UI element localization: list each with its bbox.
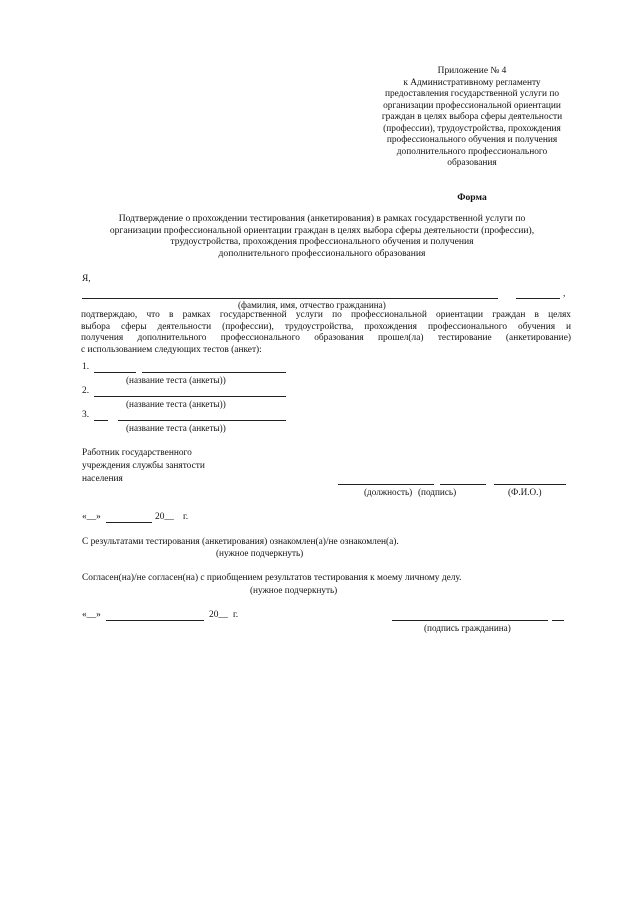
test-caption: (название теста (анкеты)) [126, 375, 226, 385]
consent-text: Согласен(на)/не согласен(на) с приобщением результатов тестирования к моему личному делу. [82, 573, 462, 583]
test-3-field-b[interactable] [118, 420, 286, 421]
citizen-signature-field[interactable] [392, 620, 548, 621]
appendix-line: профессионального обучения и получения [386, 135, 558, 145]
name-caption: (фамилия, имя, отчество гражданина) [238, 300, 386, 310]
worker-fio-field[interactable] [494, 484, 566, 485]
appendix-line: предоставления государственной услуги по [384, 89, 560, 99]
confirmation-paragraph [81, 310, 571, 356]
date-g: г. [233, 610, 239, 620]
paragraph-line: получения дополнительного профессионального образования прошел(ла) тестирование (анкетирование) [81, 333, 571, 344]
date-year: 20__ [209, 610, 228, 620]
paragraph-line: выбора сферы деятельности (профессии), трудоустройства, прохождения профессионального обучения и [81, 321, 571, 332]
appendix-line: к Административному регламенту [403, 77, 541, 88]
worker-line: населения [82, 474, 123, 484]
test-1-field-a[interactable] [94, 372, 136, 373]
date-day: «__» [82, 512, 101, 522]
worker-fio-caption: (Ф.И.О.) [508, 487, 542, 497]
paragraph-line: подтверждаю, что в рамках государственной услуги по профессиональной ориентации граждан в целях [81, 310, 571, 320]
test-2-field[interactable] [94, 396, 286, 397]
heading-line: организации профессиональной ориентации граждан в целях выбора сферы деятельности (профессии), [109, 224, 535, 236]
date-g: г. [183, 512, 189, 522]
heading-line: трудоустройства, прохождения профессионального обучения и получения [170, 236, 474, 247]
test-1-field-b[interactable] [142, 372, 286, 373]
paragraph-line: с использованием следующих тестов (анкет): [81, 344, 262, 355]
position-field[interactable] [338, 484, 434, 485]
form-label: Форма [457, 192, 487, 203]
appendix-line: организации профессиональной ориентации [383, 100, 561, 111]
date-month-field[interactable] [106, 620, 204, 621]
name-comma: , [563, 289, 566, 299]
appendix-line: (профессии), трудоустройства, прохождения [383, 123, 561, 134]
results-note: (нужное подчеркнуть) [216, 548, 304, 558]
appendix-block [360, 66, 584, 170]
consent-note: (нужное подчеркнуть) [250, 585, 338, 595]
date-month-field[interactable] [106, 522, 152, 523]
position-caption: (должность) [364, 487, 413, 497]
worker-signature-caption: (подпись) [418, 487, 457, 497]
appendix-line: дополнительного профессионального [396, 146, 548, 157]
worker-line: Работник государственного [82, 448, 192, 458]
date-day: «__» [82, 610, 101, 620]
test-number: 2. [82, 386, 90, 396]
heading-line: Подтверждение о прохождении тестирования (анкетирования) в рамках государственной услуги по [118, 213, 526, 224]
worker-line: учреждения службы занятости [82, 461, 205, 471]
test-number: 3. [82, 410, 90, 420]
test-3-field-a[interactable] [94, 420, 108, 421]
appendix-line: образования [447, 158, 497, 168]
appendix-line: Приложение № 4 [437, 66, 507, 76]
ya-label: Я, [82, 274, 91, 284]
name-field[interactable] [82, 298, 498, 299]
citizen-signature-caption: (подпись гражданина) [424, 623, 511, 633]
heading-line: дополнительного профессионального образования [218, 247, 426, 259]
worker-signature-field[interactable] [440, 484, 486, 485]
citizen-signature-field-extra[interactable] [552, 620, 564, 621]
test-caption: (название теста (анкеты)) [126, 399, 226, 409]
appendix-line: граждан в целях выбора сферы деятельности [381, 112, 563, 122]
test-number: 1. [82, 362, 90, 372]
name-field-extra[interactable] [516, 298, 560, 299]
test-caption: (название теста (анкеты)) [126, 423, 226, 433]
results-text: С результатами тестирования (анкетирования) ознакомлен(а)/не ознакомлен(а). [82, 537, 399, 547]
document-heading [72, 213, 572, 259]
date-year: 20__ [155, 512, 174, 522]
